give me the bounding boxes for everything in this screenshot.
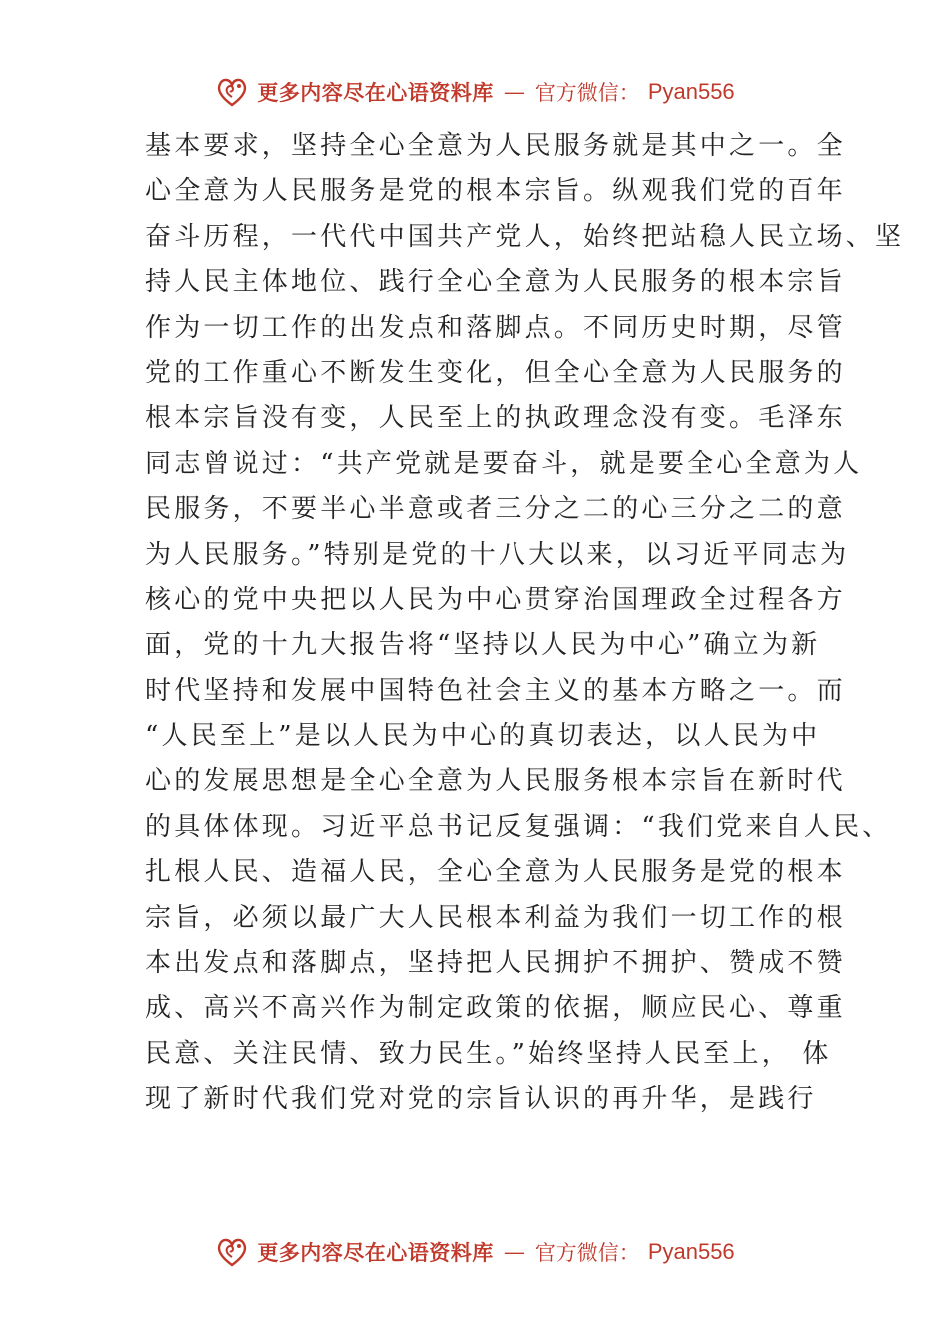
paragraph-line: 面，党的十九大报告将“坚持以人民为中心”确立为新 [145,630,821,661]
document-body [145,124,905,1123]
heart-spiral-logo-icon [215,75,249,109]
footer-separator: — [503,1240,525,1264]
header-separator: — [503,80,525,104]
paragraph-line: 成、高兴不高兴作为制定政策的依据，顺应民心、尊重 [145,993,846,1024]
header-brand-text: 更多内容尽在心语资料库 [257,80,494,105]
paragraph-line: 本出发点和落脚点，坚持把人民拥护不拥护、赞成不赞 [145,948,846,979]
paragraph-line: 民服务，不要半心半意或者三分之二的心三分之二的意 [145,494,846,525]
paragraph-line: 的具体体现。习近平总书记反复强调：“我们党来自人民、 [145,811,892,842]
header-wechat-id: Pyan556 [647,79,735,104]
paragraph-line: 奋斗历程，一代代中国共产党人，始终把站稳人民立场、坚 [145,221,905,252]
footer-banner [0,1228,950,1276]
paragraph-line: 党的工作重心不断发生变化，但全心全意为人民服务的 [145,357,846,388]
paragraph-line: 作为一切工作的出发点和落脚点。不同历史时期，尽管 [145,312,846,343]
paragraph-line: 根本宗旨没有变，人民至上的执政理念没有变。毛泽东 [145,403,846,434]
paragraph-line: 宗旨，必须以最广大人民根本利益为我们一切工作的根 [145,902,846,933]
paragraph-line: 核心的党中央把以人民为中心贯穿治国理政全过程各方 [145,584,846,615]
footer-brand-text: 更多内容尽在心语资料库 [257,1240,494,1265]
footer-wechat-id: Pyan556 [647,1239,735,1264]
header-banner [0,68,950,116]
heart-spiral-logo-icon [215,1235,249,1269]
paragraph-line: 心的发展思想是全心全意为人民服务根本宗旨在新时代 [145,766,846,797]
paragraph-line: 心全意为人民服务是党的根本宗旨。纵观我们党的百年 [145,176,846,207]
paragraph-line: 同志曾说过：“共产党就是要奋斗，就是要全心全意为人 [145,448,863,479]
paragraph-line: 扎根人民、造福人民，全心全意为人民服务是党的根本 [145,857,846,888]
header-wechat-label: 官方微信： [534,81,640,105]
paragraph-line: “人民至上”是以人民为中心的真切表达，以人民为中 [145,721,821,752]
paragraph-line: 基本要求，坚持全心全意为人民服务就是其中之一。全 [145,131,846,161]
paragraph-line: 持人民主体地位、践行全心全意为人民服务的根本宗旨 [145,267,846,298]
paragraph-line: 为人民服务。”特别是党的十八大以来，以习近平同志为 [145,539,850,570]
paragraph-line: 民意、关注民情、致力民生。”始终坚持人民至上， 体 [145,1038,832,1069]
footer-wechat-label: 官方微信： [534,1241,640,1265]
paragraph-line: 现了新时代我们党对党的宗旨认识的再升华，是践行 [145,1084,817,1115]
paragraph-line: 时代坚持和发展中国特色社会主义的基本方略之一。而 [145,675,846,706]
